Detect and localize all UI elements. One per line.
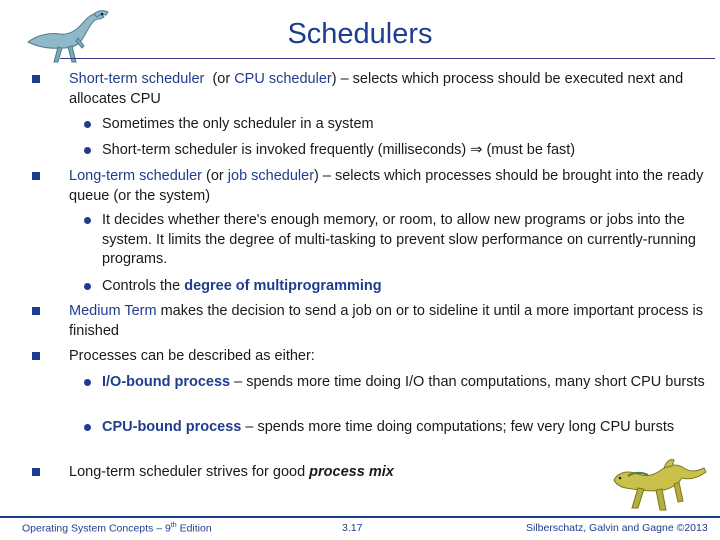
page-title: Schedulers — [287, 18, 433, 50]
square-bullet-icon — [32, 468, 40, 476]
round-bullet-icon — [84, 217, 91, 224]
round-bullet-icon — [84, 424, 91, 431]
sub-bullet — [102, 277, 707, 297]
text-fragment: makes the decision to send a job on or to sideline it until a more important process is finished — [69, 303, 704, 339]
text-fragment: ) – selects which processes should be brought into the ready queue (or the system) — [69, 168, 704, 204]
sub-bullet — [102, 141, 707, 161]
sub-bullet-text: Sometimes the only scheduler in a system — [102, 116, 374, 132]
page-number: 3.17 — [342, 522, 363, 534]
sub-bullet — [102, 211, 707, 270]
implies-arrow-icon: ⇒ — [470, 142, 483, 158]
footer-superscript: th — [170, 522, 177, 529]
bullet-text: Long-term scheduler strives for good — [69, 464, 310, 480]
term-process-mix: process mix — [309, 464, 394, 480]
sub-bullet-text: Controls the — [102, 278, 185, 294]
footer-text: Edition — [176, 522, 212, 535]
sub-bullet-text: (must be fast) — [482, 142, 576, 158]
text-fragment: – spends more time doing I/O than computations, many short CPU bursts — [230, 374, 705, 390]
text-fragment: (or — [202, 168, 228, 184]
bullet-long-term-scheduler — [69, 167, 709, 206]
round-bullet-icon — [84, 147, 91, 154]
round-bullet-icon — [84, 379, 91, 386]
bullet-process-types — [69, 347, 709, 367]
sub-bullet-text: Short-term scheduler is invoked frequently (milliseconds) — [102, 142, 471, 158]
title-divider — [60, 58, 715, 59]
footer-book-title — [22, 522, 212, 535]
sub-bullet — [102, 373, 707, 393]
text-fragment: ) – selects which process should be executed next and allocates CPU — [69, 71, 684, 107]
term-io-bound-process: I/O-bound process — [102, 374, 231, 390]
bullet-text: Processes can be described as either: — [69, 348, 315, 364]
footer-authors: Silberschatz, Galvin and Gagne ©2013 — [526, 522, 708, 534]
footer-divider — [0, 516, 720, 518]
term-cpu-bound-process: CPU-bound process — [102, 419, 242, 435]
sub-bullet — [102, 418, 707, 438]
term-job-scheduler: job scheduler — [227, 168, 315, 184]
sub-bullet-text: It decides whether there's enough memory, or room, to allow new programs or jobs into the system. It limits the degree of multi-tasking to prevent slow performance on currently-running programs. — [102, 212, 696, 267]
footer-text: Operating System Concepts – 9 — [22, 522, 171, 535]
round-bullet-icon — [84, 121, 91, 128]
term-cpu-scheduler: CPU scheduler — [234, 71, 332, 87]
term-degree-of-multiprogramming: degree of multiprogramming — [184, 278, 382, 294]
term-short-term-scheduler: Short-term scheduler — [69, 71, 205, 87]
square-bullet-icon — [32, 352, 40, 360]
square-bullet-icon — [32, 75, 40, 83]
square-bullet-icon — [32, 307, 40, 315]
round-bullet-icon — [84, 283, 91, 290]
bullet-short-term-scheduler — [69, 70, 709, 109]
text-fragment: – spends more time doing computations; few very long CPU bursts — [241, 419, 675, 435]
square-bullet-icon — [32, 172, 40, 180]
text-fragment: (or — [204, 71, 235, 87]
sub-bullet — [102, 115, 707, 135]
term-medium-term: Medium Term — [69, 303, 157, 319]
term-long-term-scheduler: Long-term scheduler — [69, 168, 202, 184]
dinosaur-mascot-icon — [608, 442, 712, 516]
bullet-medium-term — [69, 302, 709, 341]
